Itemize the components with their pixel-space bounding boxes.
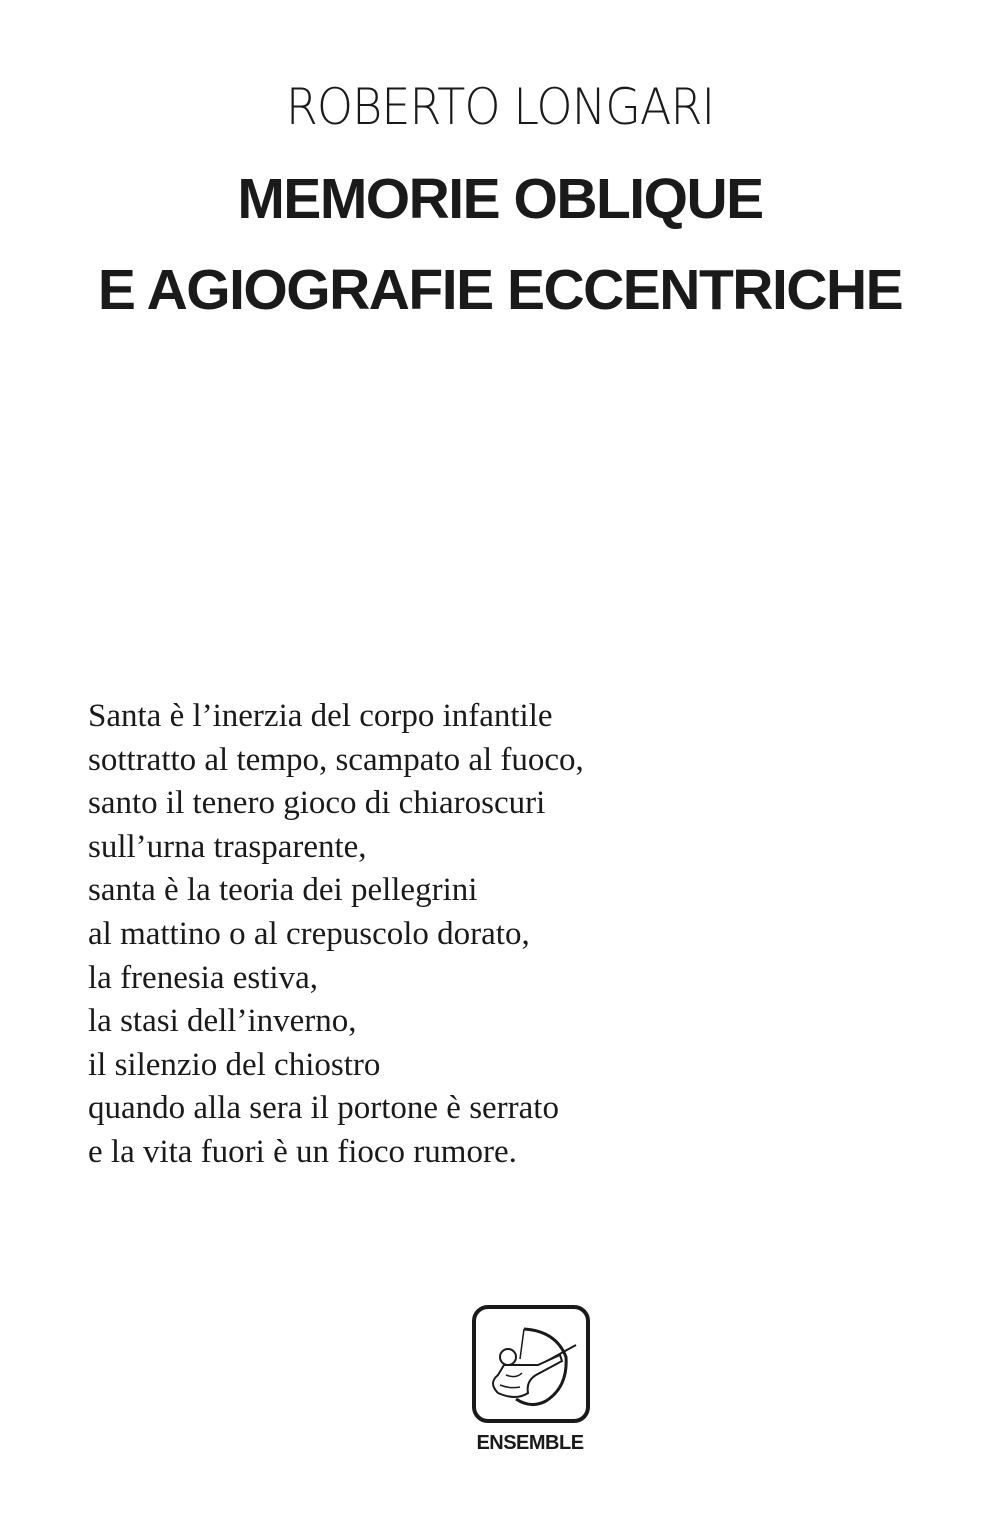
poem-line: santa è la teoria dei pellegrini: [88, 872, 478, 909]
archer-icon: [476, 1309, 586, 1419]
book-title-line-2: E AGIOGRAFIE ECCENTRICHE: [97, 258, 903, 322]
poem-line: quando alla sera il portone è serrato: [88, 1090, 559, 1127]
poem-line: la frenesia estiva,: [88, 959, 318, 996]
poem-line: al mattino o al crepuscolo dorato,: [88, 915, 530, 952]
poem-excerpt: [88, 695, 584, 1175]
author-name: ROBERTO LONGARI: [285, 78, 715, 136]
poem-line: santo il tenero gioco di chiaroscuri: [88, 785, 546, 822]
poem-line: e la vita fuori è un fioco rumore.: [88, 1133, 517, 1170]
poem-line: Santa è l’inerzia del corpo infantile: [88, 698, 553, 734]
publisher-logo: [472, 1305, 590, 1423]
book-title-line-1: MEMORIE OBLIQUE: [237, 167, 763, 231]
poem-line: la stasi dell’inverno,: [88, 1003, 357, 1040]
poem-line: il silenzio del chiostro: [88, 1046, 381, 1083]
poem-line: sull’urna trasparente,: [88, 828, 367, 865]
publisher-name: ENSEMBLE: [476, 1432, 584, 1454]
poem-line: sottratto al tempo, scampato al fuoco,: [88, 741, 584, 778]
